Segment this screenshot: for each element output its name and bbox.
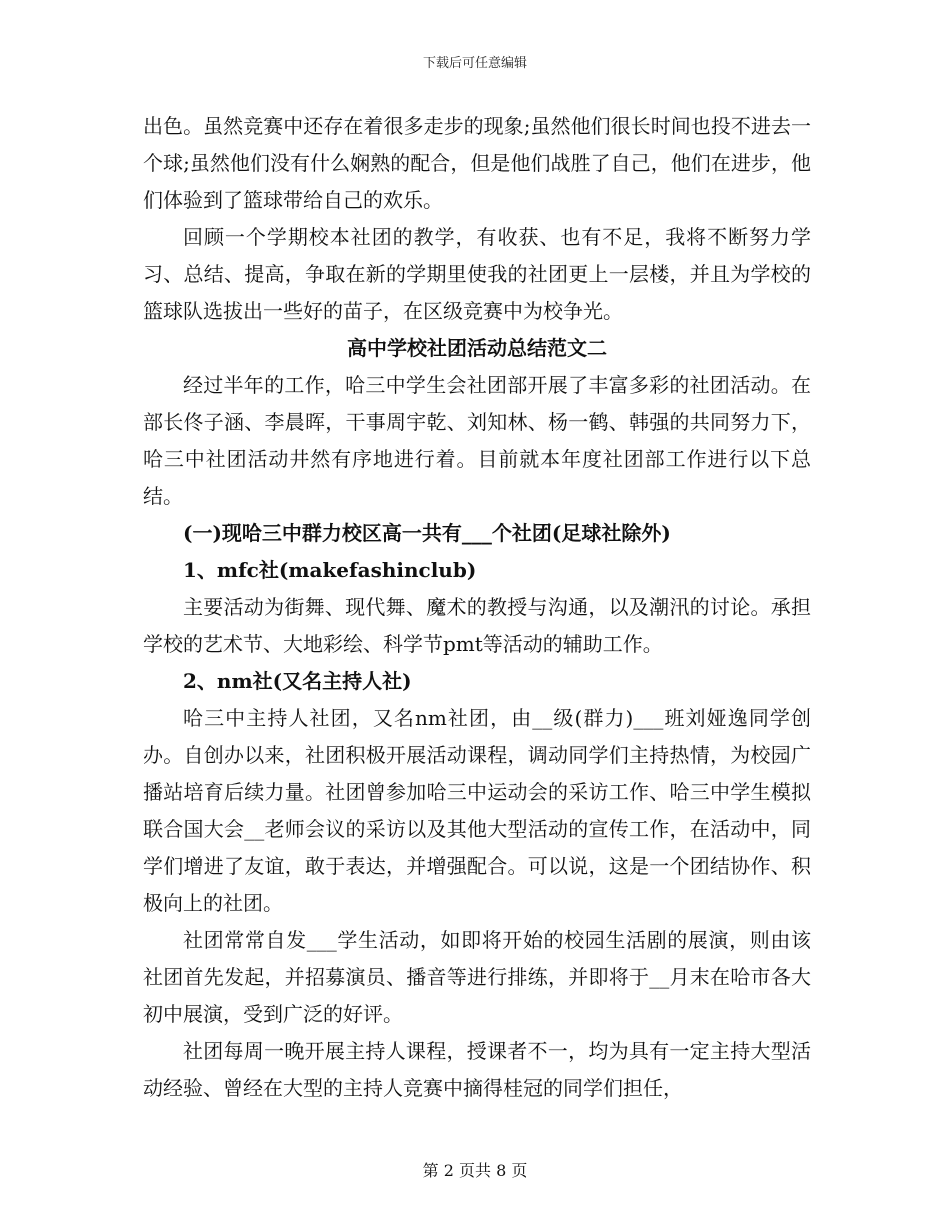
paragraph-6: 社团常常自发___学生活动，如即将开始的校园生活剧的展演，则由该社团首先发起，并招募演员、播音等进行排练，并即将于__月末在哈市各大初中展演，受到广泛的好评。 — [143, 928, 811, 1026]
section-title: 高中学校社团活动总结范文二 — [347, 336, 607, 360]
subheading-1: (一)现哈三中群力校区高一共有___个社团(足球社除外) — [183, 521, 671, 545]
subheading-2: 1、mfc社(makefashinclub) — [183, 558, 477, 582]
page-header: 下载后可任意编辑 — [422, 56, 527, 71]
paragraph-5: 哈三中主持人社团，又名nm社团，由__级(群力)___班刘娅逸同学创办。自创办以来，社团积极开展活动课程，调动同学们主持热情，为校园广播站培育后续力量。社团曾参加哈三中运动会的采访工作、哈三中学生模拟联合国大会__老师会议的采访以及其他大型活动的宣传工作，在活动中，同学们增进了友谊，敢于表达，并增强配合。可以说，这是一个团结协作、积极向上的社团。 — [143, 706, 811, 915]
document-body — [143, 108, 811, 1107]
paragraph-3: 经过半年的工作，哈三中学生会社团部开展了丰富多彩的社团活动。在部长佟子涵、李晨晖，干事周宇乾、刘知林、杨一鹤、韩强的共同努力下，哈三中社团活动井然有序地进行着。目前就本年度社团部工作进行以下总结。 — [143, 373, 811, 508]
paragraph-4: 主要活动为街舞、现代舞、魔术的教授与沟通，以及潮汛的讨论。承担学校的艺术节、大地彩绘、科学节pmt等活动的辅助工作。 — [143, 595, 811, 656]
paragraph-7: 社团每周一晚开展主持人课程，授课者不一，均为具有一定主持大型活动经验、曾经在大型的主持人竞赛中摘得桂冠的同学们担任， — [143, 1039, 811, 1100]
paragraph-1: 出色。虽然竞赛中还存在着很多走步的现象;虽然他们很长时间也投不进去一个球;虽然他们没有什么娴熟的配合，但是他们战胜了自己，他们在进步，他们体验到了篮球带给自己的欢乐。 — [143, 114, 811, 212]
paragraph-2: 回顾一个学期校本社团的教学，有收获、也有不足，我将不断努力学习、总结、提高，争取在新的学期里使我的社团更上一层楼，并且为学校的篮球队选拔出一些好的苗子，在区级竞赛中为校争光。 — [143, 225, 811, 323]
page-footer: 第 2 页共 8 页 — [422, 1161, 528, 1180]
subheading-3: 2、nm社(又名主持人社) — [183, 669, 412, 693]
